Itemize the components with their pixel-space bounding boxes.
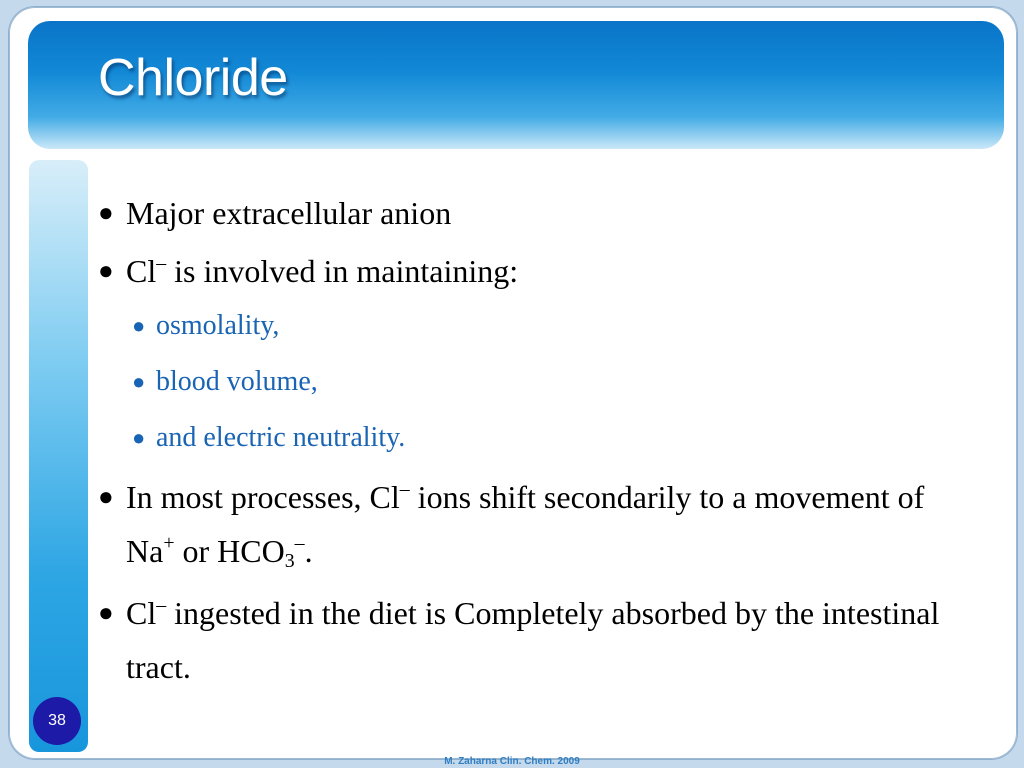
bullet-text: Major extracellular anion <box>126 195 452 231</box>
bullet-dot-icon: ● <box>98 256 114 285</box>
superscript-minus: – <box>294 532 305 555</box>
sub-bullet-dot-icon: ● <box>132 369 146 394</box>
sub-bullet-blood-volume <box>98 354 958 410</box>
slide-title: Chloride <box>98 49 288 107</box>
bullet-major-anion <box>98 186 958 240</box>
bullet-text: or HCO <box>174 533 285 569</box>
page-number-badge: 38 <box>33 697 81 745</box>
bullet-text: ingested in the diet is Completely absorbed by the intestinal tract. <box>126 595 940 685</box>
bullet-dot-icon: ● <box>98 198 114 227</box>
footer-credit: M. Zaharna Clin. Chem. 2009 <box>444 756 580 767</box>
superscript-minus: – <box>156 594 167 617</box>
bullet-dot-icon: ● <box>98 598 114 627</box>
side-bar <box>29 160 88 752</box>
bullet-text: . <box>304 533 313 569</box>
bullet-absorption <box>98 586 958 694</box>
sub-bullet-text: osmolality, <box>156 310 280 341</box>
bullet-maintaining <box>98 244 958 298</box>
superscript-minus: – <box>156 252 167 275</box>
sub-bullet-dot-icon: ● <box>132 313 146 338</box>
bullet-ion-shift <box>98 470 958 578</box>
sub-bullet-text: blood volume, <box>156 366 318 397</box>
bullet-dot-icon: ● <box>98 482 114 511</box>
bullet-text: ions shift secondarily to a movement of Na <box>126 479 925 569</box>
sub-bullet-osmolality <box>98 298 958 354</box>
superscript-plus: + <box>163 532 175 555</box>
superscript-minus: – <box>399 478 410 501</box>
slide-content <box>98 186 958 694</box>
subscript-three: 3 <box>284 549 295 572</box>
sub-bullet-neutrality <box>98 410 958 466</box>
bullet-text: In most processes, Cl <box>126 479 400 515</box>
bullet-text: Cl <box>126 595 157 631</box>
sub-bullet-text: and electric neutrality. <box>156 422 406 453</box>
bullet-text: Cl <box>126 253 157 289</box>
sub-bullet-dot-icon: ● <box>132 425 146 450</box>
bullet-text: is involved in maintaining: <box>166 253 519 289</box>
